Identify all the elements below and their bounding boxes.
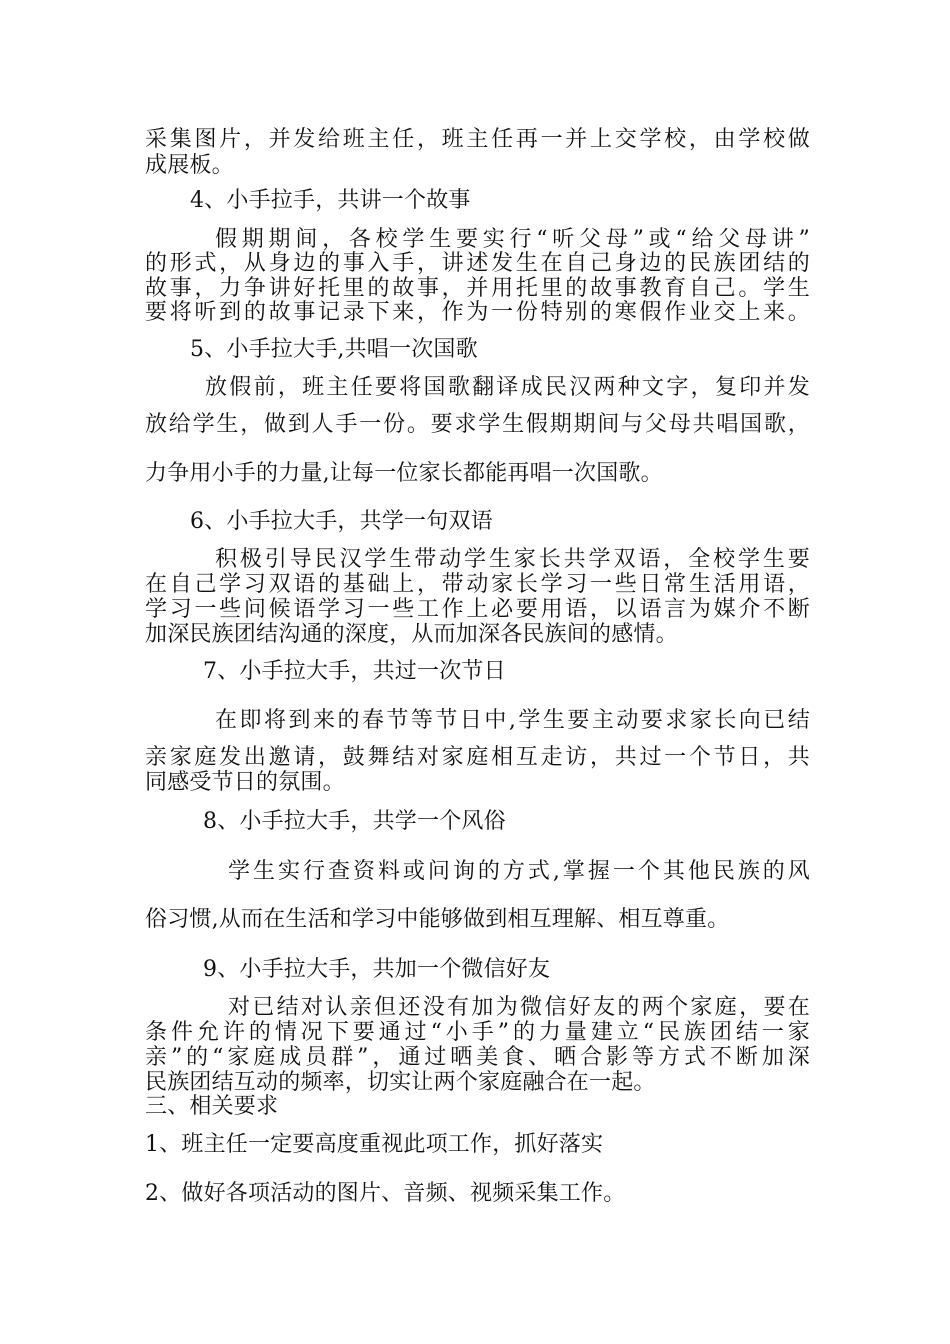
- paragraph-line: 积极引导民汉学生带动学生家长共学双语，全校学生要: [215, 547, 810, 572]
- paragraph-line: 采集图片，并发给班主任，班主任再一并上交学校，由学校做: [145, 127, 810, 152]
- paragraph-line: 假期期间，各校学生要实行“听父母”或“给父母讲”: [215, 227, 810, 252]
- section-heading-5: 5、小手拉大手,共唱一次国歌: [190, 337, 478, 362]
- paragraph-line: 条件允许的情况下要通过“小手”的力量建立“民族团结一家: [145, 1020, 810, 1045]
- section-heading-6: 6、小手拉大手，共学一句双语: [190, 509, 493, 534]
- paragraph-line: 俗习惯,从而在生活和学习中能够做到相互理解、相互尊重。: [145, 907, 730, 932]
- paragraph-line: 力争用小手的力量,让每一位家长都能再唱一次国歌。: [145, 461, 663, 486]
- paragraph-line: 故事，力争讲好托里的故事，并用托里的故事教育自己。学生: [145, 276, 810, 301]
- paragraph-line: 在即将到来的春节等节日中,学生要主动要求家长向已结: [215, 708, 810, 733]
- paragraph-line: 放假前，班主任要将国歌翻译成民汉两种文字，复印并发: [205, 375, 810, 400]
- paragraph-line: 在自己学习双语的基础上，带动家长学习一些日常生活用语，: [145, 572, 810, 597]
- paragraph-line: 放给学生，做到人手一份。要求学生假期期间与父母共唱国歌，: [145, 412, 810, 437]
- section-heading-8: 8、小手拉大手，共学一个风俗: [203, 809, 506, 834]
- paragraph-line: 民族团结互动的频率，切实让两个家庭融合在一起。: [145, 1070, 656, 1095]
- requirement-item-2: 2、做好各项活动的图片、音频、视频采集工作。: [145, 1181, 626, 1206]
- section-heading-4: 4、小手拉手，共讲一个故事: [190, 188, 471, 213]
- section-heading-requirements: 三、相关要求: [145, 1094, 279, 1119]
- requirement-item-1: 1、班主任一定要高度重视此项工作，抓好落实: [145, 1132, 604, 1157]
- paragraph-line: 加深民族团结沟通的深度，从而加深各民族间的感情。: [145, 622, 678, 647]
- paragraph-line: 学习一些问候语学习一些工作上必要用语，以语言为媒介不断: [145, 597, 810, 622]
- section-heading-7: 7、小手拉大手，共过一次节日: [203, 659, 506, 684]
- paragraph-line: 成展板。: [145, 153, 234, 178]
- paragraph-line: 亲家庭发出邀请，鼓舞结对家庭相互走访，共过一个节日，共: [145, 745, 810, 770]
- paragraph-line: 学生实行查资料或问询的方式,掌握一个其他民族的风: [228, 859, 810, 884]
- paragraph-line: 同感受节日的氛围。: [145, 770, 345, 795]
- section-heading-9: 9、小手拉大手，共加一个微信好友: [203, 957, 551, 982]
- paragraph-line: 对已结对认亲但还没有加为微信好友的两个家庭，要在: [228, 995, 810, 1020]
- paragraph-line: 亲”的“家庭成员群”，通过晒美食、晒合影等方式不断加深: [145, 1045, 810, 1070]
- paragraph-line: 要将听到的故事记录下来，作为一份特别的寒假作业交上来。: [145, 300, 810, 325]
- paragraph-line: 的形式，从身边的事入手，讲述发生在自己身边的民族团结的: [145, 251, 810, 276]
